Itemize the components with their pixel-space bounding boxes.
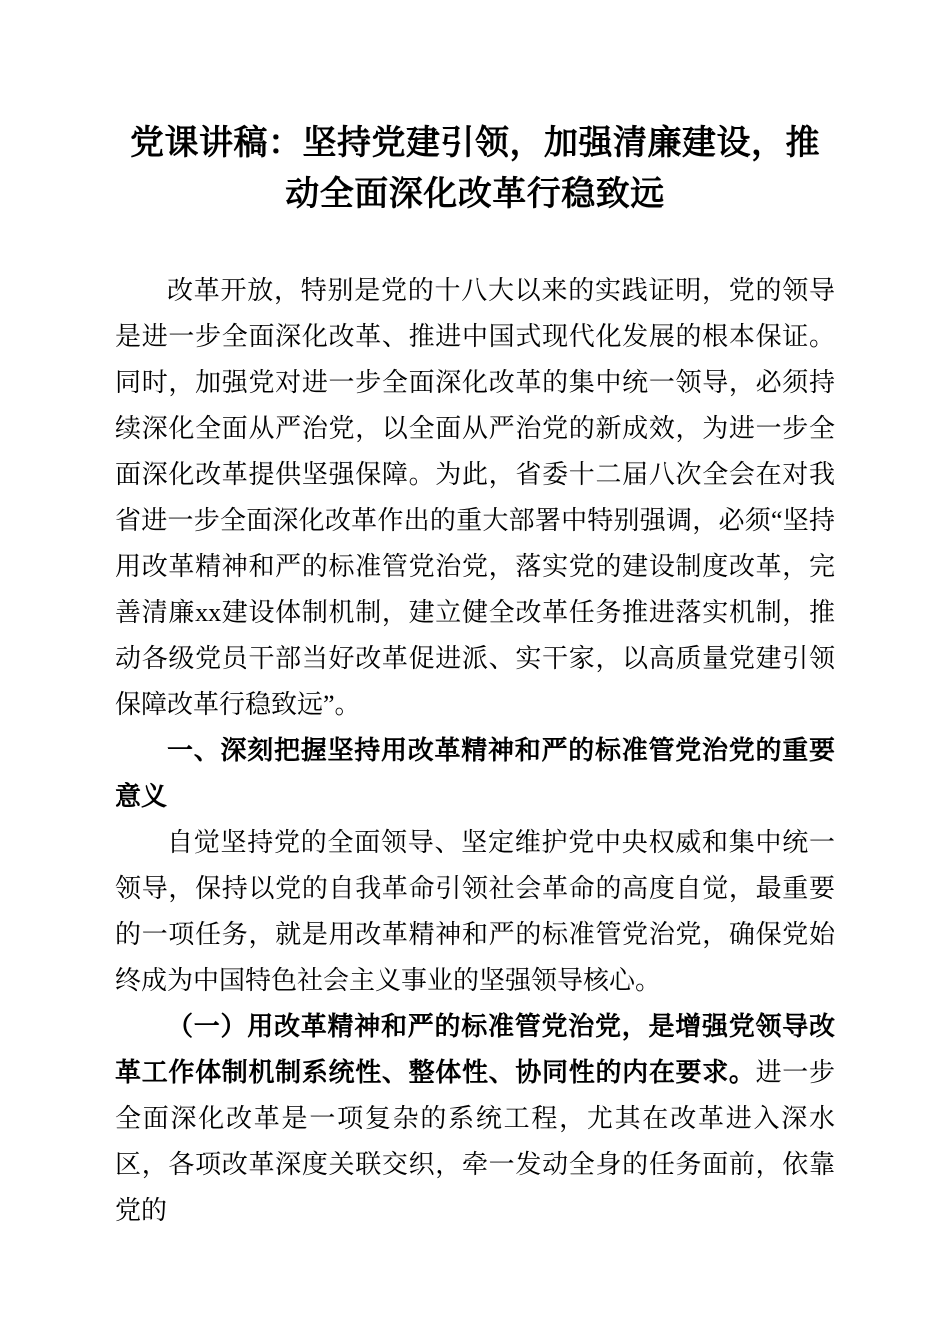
- paragraph-3: [115, 1004, 835, 1234]
- section-heading-1: 一、深刻把握坚持用改革精神和严的标准管党治党的重要意义: [115, 736, 835, 811]
- paragraph-intro: 改革开放，特别是党的十八大以来的实践证明，党的领导是进一步全面深化改革、推进中国式现代化发展的根本保证。同时，加强党对进一步全面深化改革的集中统一领导，必须持续深化全面从严治党，以全面从严治党的新成效，为进一步全面深化改革提供坚强保障。为此，省委十二届八次全会在对我省进一步全面深化改革作出的重大部署中特别强调，必须“坚持用改革精神和严的标准管党治党，落实党的建设制度改革，完善清廉xx建设体制机制，建立健全改革任务推进落实机制，推动各级党员干部当好改革促进派、实干家，以高质量党建引领保障改革行稳致远”。: [115, 276, 835, 719]
- paragraph-2: 自觉坚持党的全面领导、坚定维护党中央权威和集中统一领导，保持以党的自我革命引领社会革命的高度自觉，最重要的一项任务，就是用改革精神和严的标准管党治党，确保党始终成为中国特色社会主义事业的坚强领导核心。: [115, 828, 835, 995]
- paragraph-3-lead: （一）用改革精神和严的标准管党治党，是增强党领导改革工作体制机制系统性、整体性、协同性的内在要求。: [115, 1012, 835, 1087]
- document-title: 党课讲稿：坚持党建引领，加强清廉建设，推动全面深化改革行稳致远: [130, 125, 820, 213]
- paragraph-3-rest: 进一步全面深化改革是一项复杂的系统工程，尤其在改革进入深水区，各项改革深度关联交织，牵一发动全身的任务面前，依靠党的: [115, 1058, 835, 1225]
